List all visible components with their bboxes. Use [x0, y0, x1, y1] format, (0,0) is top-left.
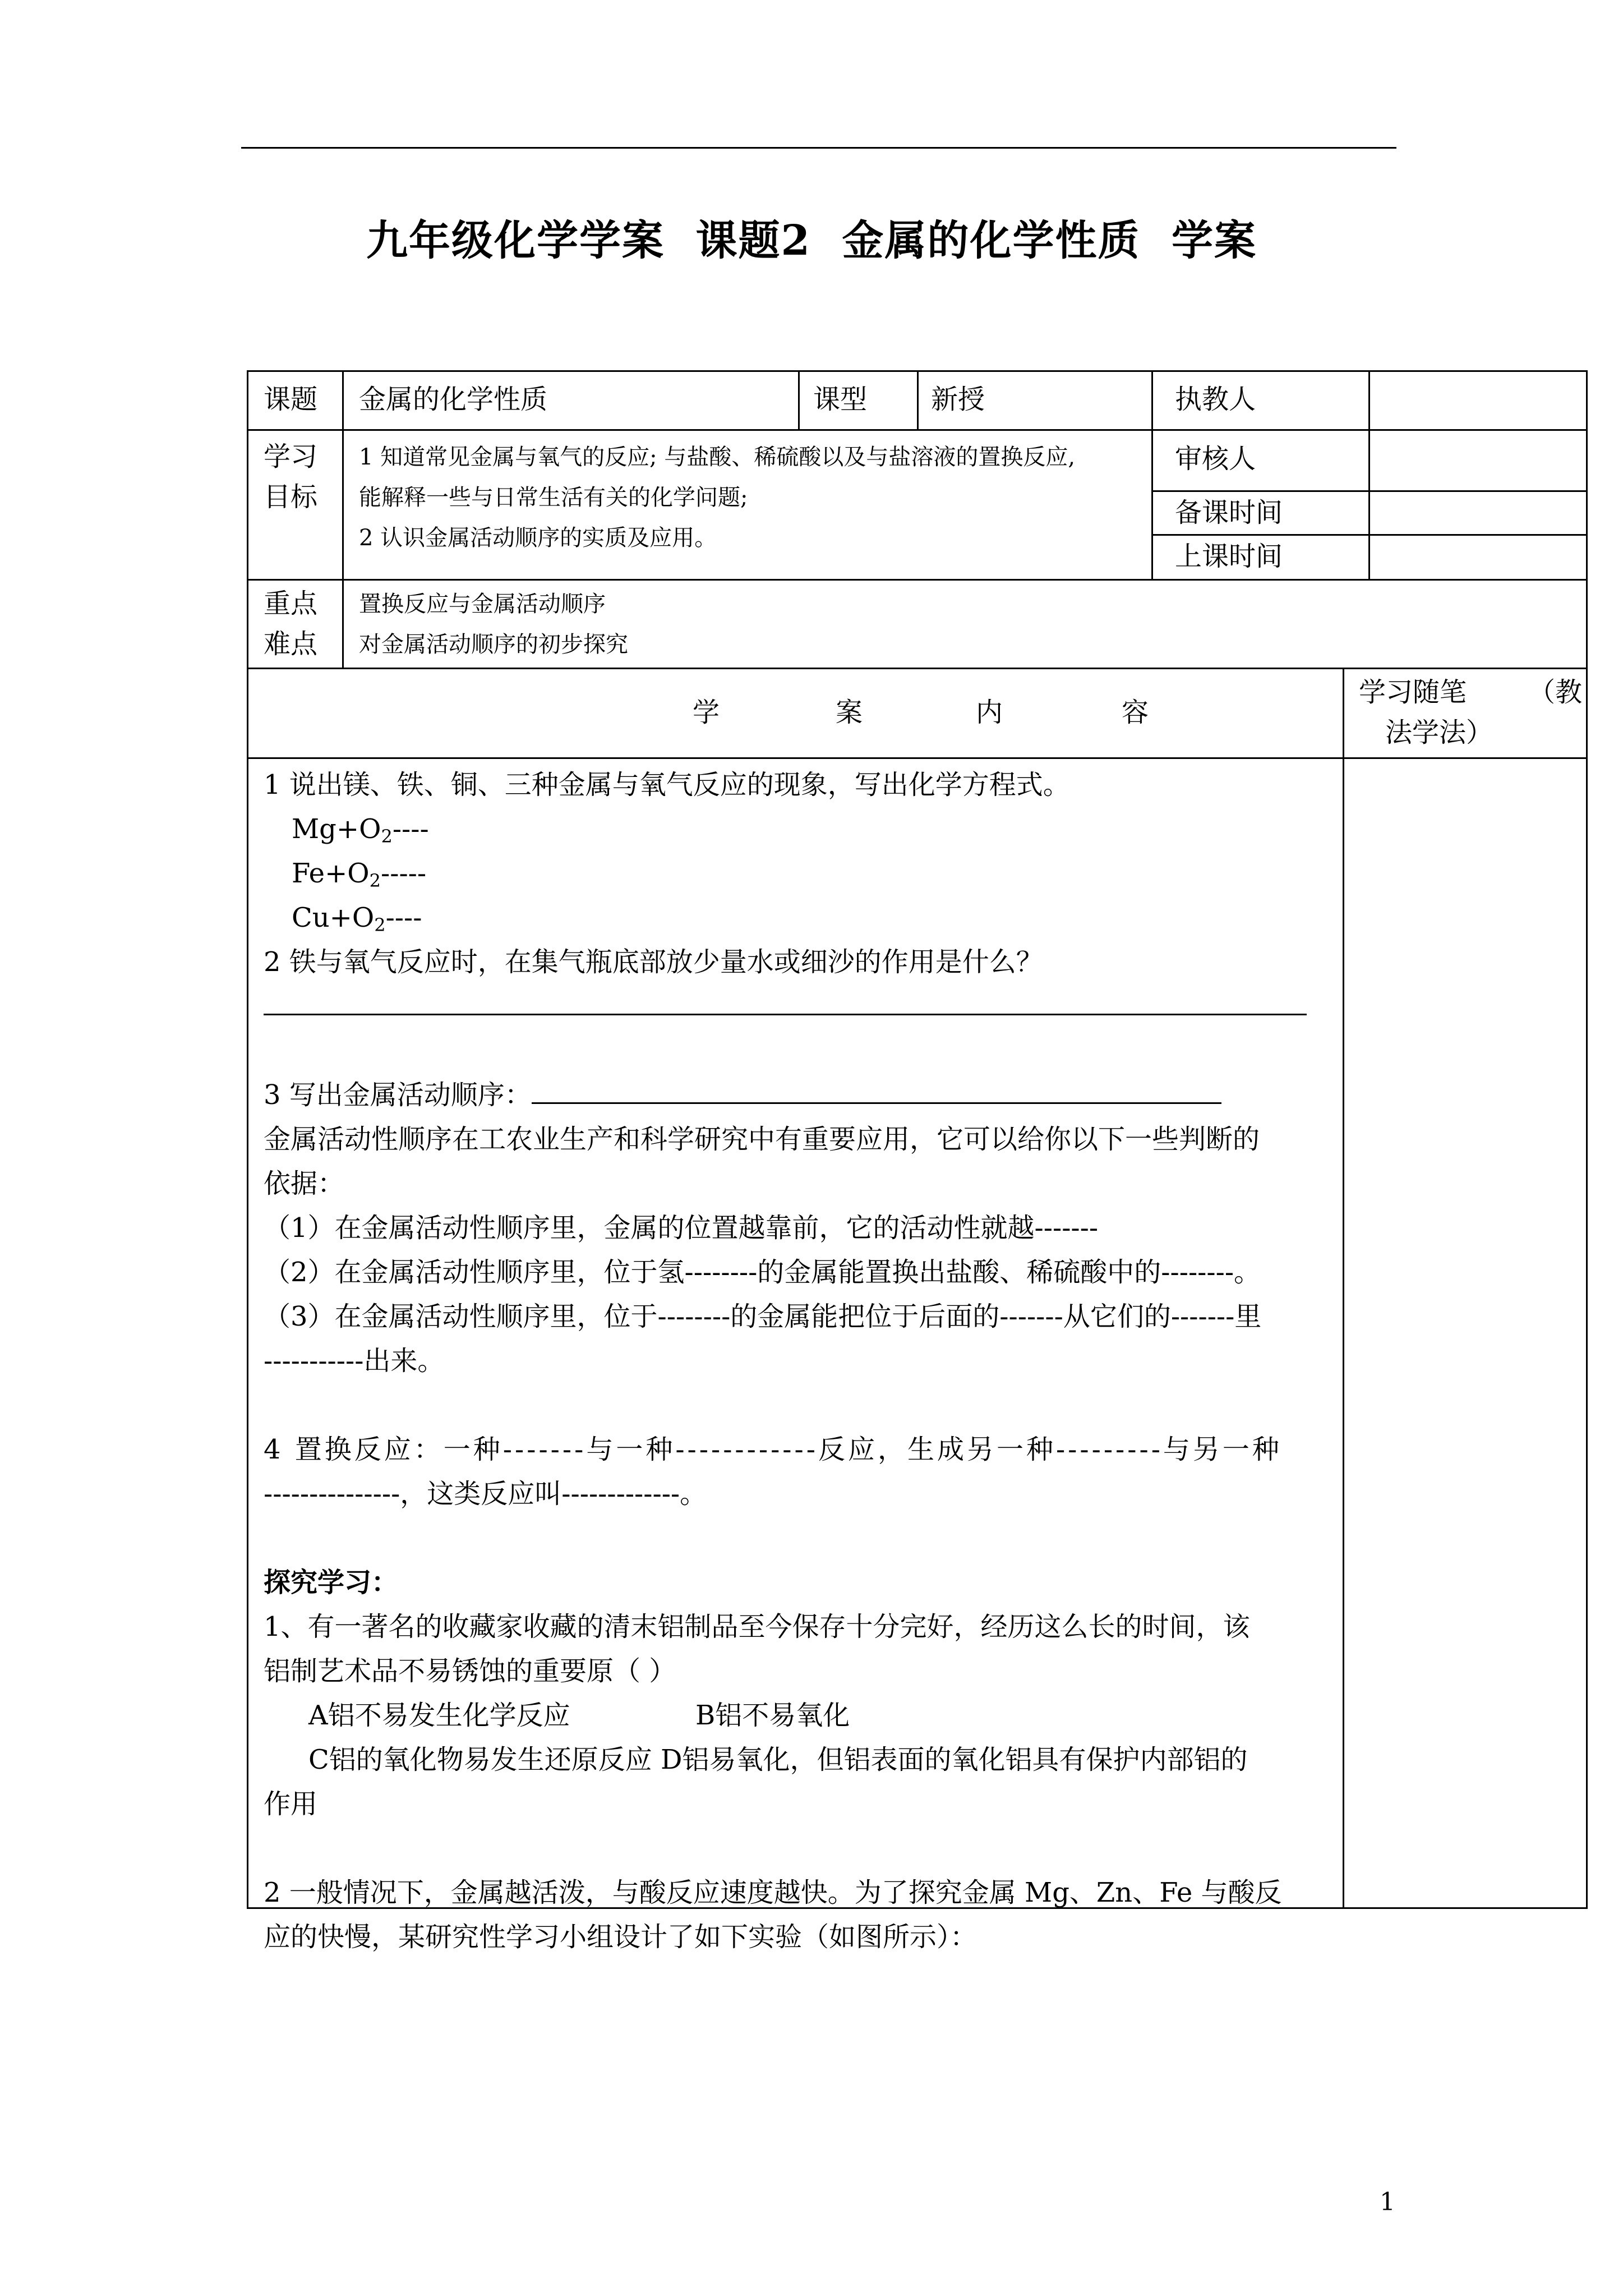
table-border-right	[1586, 370, 1588, 1909]
question-1: 1 说出镁、铁、铜、三种金属与氧气反应的现象，写出化学方程式。	[264, 769, 1070, 800]
goal-label: 目标	[264, 481, 318, 513]
content-header-char: 学	[693, 697, 720, 728]
explore-question-2: 2 一般情况下，金属越活泼，与酸反应速度越快。为了探究金属 Mg、Zn、Fe 与酸反	[264, 1877, 1282, 1908]
goal-text: 1 知道常见金属与氧气的反应; 与盐酸、稀硫酸以及与盐溶液的置换反应,	[359, 444, 1076, 470]
col-divider	[1343, 668, 1344, 1907]
goal-text: 2 认识金属活动顺序的实质及应用。	[359, 525, 717, 551]
question-4: ---------------，这类反应叫-------------。	[264, 1478, 707, 1510]
question-3-item: -----------出来。	[264, 1345, 445, 1377]
page-title: 九年级化学学案 课题2 金属的化学性质 学案	[366, 217, 1257, 265]
table-border-left	[247, 370, 248, 1909]
teacher-label: 执教人	[1175, 384, 1256, 415]
option-b[interactable]: B铝不易氧化	[695, 1700, 850, 1731]
blank-line	[264, 1383, 1329, 1428]
content-body	[264, 763, 1329, 1959]
question-2: 2 铁与氧气反应时，在集气瓶底部放少量水或细沙的作用是什么？	[264, 946, 1043, 978]
col-divider	[1368, 370, 1370, 579]
question-3-item: （1）在金属活动性顺序里，金属的位置越靠前，它的活动性就越-------	[264, 1212, 1099, 1244]
question-3-text: 金属活动性顺序在工农业生产和科学研究中有重要应用，它可以给你以下一些判断的	[264, 1124, 1260, 1155]
explore-question-2: 应的快慢，某研究性学习小组设计了如下实验（如图所示）：	[264, 1921, 978, 1953]
row-divider	[247, 668, 1588, 669]
question-3-item: （2）在金属活动性顺序里，位于氢--------的金属能置换出盐酸、稀硫酸中的--------。	[264, 1257, 1261, 1288]
topic-label: 课题	[264, 384, 318, 415]
content-header-char: 内	[976, 697, 1003, 728]
page-number: 1	[1380, 2188, 1395, 2216]
equation-cu: $Cu+O_2----$	[292, 902, 422, 936]
row-divider	[247, 429, 1588, 431]
question-3-item: （3）在金属活动性顺序里，位于--------的金属能把位于后面的-------从它们的-------里	[264, 1301, 1262, 1332]
content-header-char: 容	[1122, 697, 1149, 728]
notes-column-label: 法学法）	[1385, 717, 1493, 748]
key-label: 重点	[264, 588, 318, 619]
blank-line	[264, 1029, 1329, 1073]
col-divider	[798, 370, 800, 429]
explore-question-1: 1、有一著名的收藏家收藏的清末铝制品至今保存十分完好，经历这么长的时间，该	[264, 1611, 1250, 1642]
question-3-text: 依据：	[264, 1168, 345, 1199]
blank-line	[264, 1826, 1329, 1871]
col-divider	[1151, 370, 1153, 579]
content-header-char: 案	[836, 697, 863, 728]
explore-question-1: 铝制艺术品不易锈蚀的重要原（ ）	[264, 1655, 676, 1687]
option-d-continued: 作用	[264, 1788, 318, 1820]
row-divider	[247, 757, 1588, 759]
col-divider	[342, 370, 344, 668]
reviewer-label: 审核人	[1175, 443, 1256, 475]
option-row	[264, 1694, 1329, 1738]
notes-column-label: （教	[1528, 677, 1583, 708]
key-label: 难点	[264, 628, 318, 660]
equation-fe: $Fe+O_2-----$	[292, 858, 427, 891]
option-c[interactable]: C铝的氧化物易发生还原反应	[308, 1744, 652, 1775]
equation-mg: $Mg+O_2----$	[292, 813, 429, 847]
row-divider	[247, 579, 1588, 581]
prep-time-label: 备课时间	[1175, 497, 1283, 528]
explore-title: 探究学习：	[264, 1567, 399, 1598]
question-3: 3 写出金属活动顺序：	[264, 1073, 1329, 1117]
col-divider	[917, 370, 919, 429]
answer-line[interactable]	[264, 984, 1329, 1029]
lesson-type-label: 课型	[813, 384, 868, 415]
activity-series-answer-line[interactable]	[532, 1080, 1221, 1104]
lesson-type-value: 新授	[931, 384, 985, 415]
blank-line	[264, 1516, 1329, 1561]
goal-label: 学习	[264, 441, 318, 472]
class-time-label: 上课时间	[1175, 541, 1283, 572]
difficult-point: 对金属活动顺序的初步探究	[359, 632, 628, 657]
topic-value: 金属的化学性质	[359, 384, 548, 415]
header-rule	[241, 147, 1396, 149]
goal-text: 能解释一些与日常生活有关的化学问题;	[359, 485, 748, 510]
option-d[interactable]: D铝易氧化，但铝表面的氧化铝具有保护内部铝的	[661, 1744, 1248, 1775]
notes-column-label: 学习随笔	[1359, 677, 1467, 708]
option-row	[264, 1738, 1329, 1782]
key-point: 置换反应与金属活动顺序	[359, 591, 606, 617]
option-a[interactable]: A铝不易发生化学反应	[308, 1700, 570, 1731]
question-4: 4 置换反应：一种-------与一种------------反应，生成另一种---------与另一种	[264, 1434, 1282, 1465]
